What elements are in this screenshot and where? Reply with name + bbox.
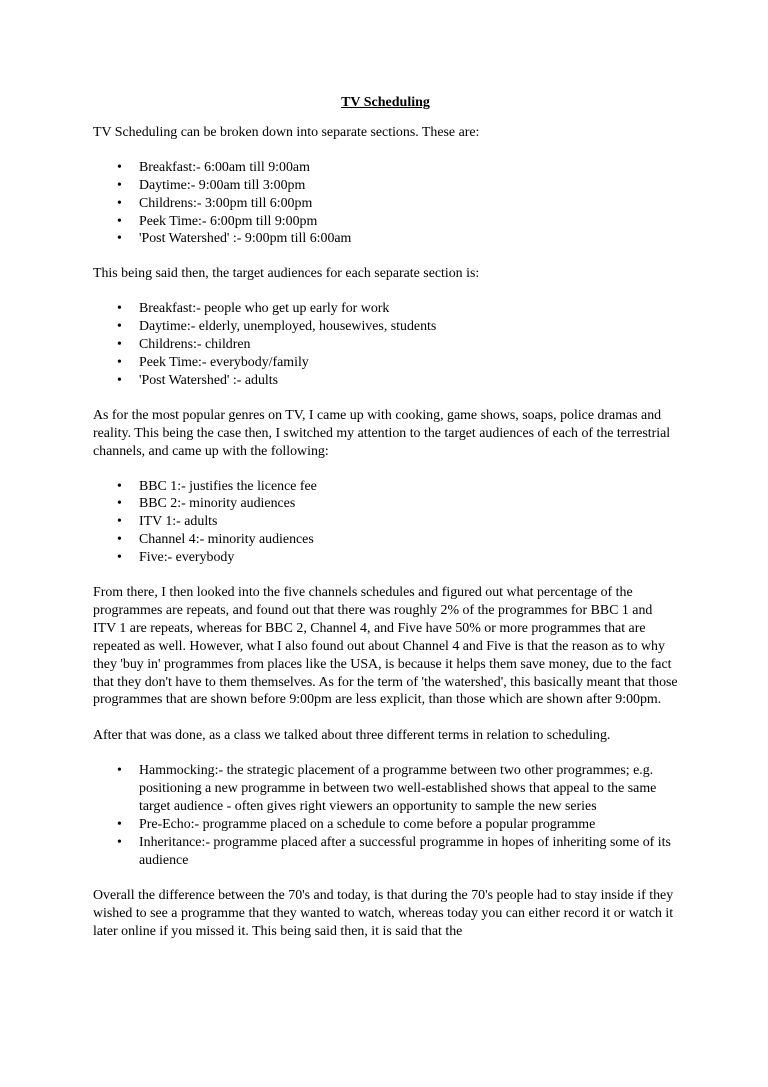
bullet-icon: • [117,195,122,211]
list-item [93,195,678,213]
list-item [93,372,678,390]
intro-paragraph: TV Scheduling can be broken down into separate sections. These are: [93,124,480,140]
audiences-list [93,300,678,390]
bullet-icon: • [117,231,122,247]
bullet-icon: • [117,354,122,370]
list-item-text: Inheritance:- programme placed after a successful programme in hopes of inheriting some of its audience [139,834,671,868]
bullet-icon: • [117,817,122,832]
terms-list [93,762,678,869]
list-item-text: 'Post Watershed' :- adults [139,372,279,388]
list-item [93,354,678,372]
bullet-icon: • [117,532,122,548]
list-item-text: Five:- everybody [139,550,235,566]
bullet-icon: • [117,763,122,779]
list-item-text: Breakfast:- 6:00am till 9:00am [139,159,310,175]
list-item-text: Childrens:- 3:00pm till 6:00pm [139,195,313,211]
list-item [93,478,678,496]
list-item-text: Daytime:- elderly, unemployed, housewives, students [139,319,437,335]
list-item-text: Childrens:- children [139,337,251,353]
bullet-icon: • [117,496,122,512]
list-item [93,816,678,834]
bullet-icon: • [117,834,122,850]
list-item [93,834,678,870]
list-item-text: BBC 2:- minority audiences [139,496,296,512]
list-item [93,318,678,336]
list-item-text: 'Post Watershed' :- 9:00pm till 6:00am [139,231,352,247]
list-item-text: Peek Time:- everybody/family [139,354,309,370]
bullet-icon: • [117,319,122,335]
list-item [93,230,678,248]
bullet-icon: • [117,337,122,353]
list-item [93,177,678,195]
bullet-icon: • [117,372,122,388]
list-item-text: Hammocking:- the strategic placement of a programme between two other programmes; e.g. positioning a new programme in between two well-established shows that appeal to the same target audience - often gives right viewers an opportunity to sample the new series [139,763,657,815]
bullet-icon: • [117,301,122,317]
repeats-paragraph: From there, I then looked into the five channels schedules and figured out what percentage of the programmes are repeats, and found out that there was roughly 2% of the programmes for BBC 1 and ITV 1 are repeats, whereas for BBC 2, Channel 4, and Five have 50% or more programmes that are repeated as well. However, what I also found out about Channel 4 and Five is that the reason as to why they 'buy in' programmes from places like the USA, is because it helps them save money, due to the fact that they don't have to them themselves. As for the term of 'the watershed', this basically meant that those programmes that are shown before 9:00pm are less explicit, than those which are shown after 9:00pm. [93,585,678,708]
bullet-icon: • [117,177,122,193]
list-item [93,549,678,567]
list-item [93,159,678,177]
list-item-text: Channel 4:- minority audiences [139,532,314,548]
audiences-intro-paragraph: This being said then, the target audiences for each separate section is: [93,266,480,282]
list-item-text: Pre-Echo:- programme placed on a schedule to come before a popular programme [139,817,596,832]
sections-list [93,159,678,249]
channels-list [93,478,678,568]
terms-intro-paragraph: After that was done, as a class we talked about three different terms in relation to scheduling. [93,728,611,744]
document-title: TV Scheduling [341,95,430,110]
list-item [93,300,678,318]
list-item-text: Daytime:- 9:00am till 3:00pm [139,177,306,193]
closing-paragraph: Overall the difference between the 70's and today, is that during the 70's people had to stay inside if they wished to see a programme that they wanted to watch, whereas today you can either record it or watch it later online if you missed it. This being said then, it is said that the [93,887,674,939]
genres-paragraph: As for the most popular genres on TV, I came up with cooking, game shows, soaps, police dramas and reality. This being the case then, I switched my attention to the target audiences of each of the terrestrial channels, and came up with the following: [93,407,671,459]
list-item-text: BBC 1:- justifies the licence fee [139,478,317,494]
bullet-icon: • [117,514,122,530]
bullet-icon: • [117,550,122,566]
bullet-icon: • [117,478,122,494]
list-item-text: ITV 1:- adults [139,514,218,530]
list-item [93,336,678,354]
list-item-text: Peek Time:- 6:00pm till 9:00pm [139,213,318,229]
list-item [93,213,678,231]
bullet-icon: • [117,159,122,175]
list-item [93,762,678,816]
list-item [93,495,678,513]
bullet-icon: • [117,213,122,229]
list-item-text: Breakfast:- people who get up early for work [139,301,390,317]
list-item [93,513,678,531]
list-item [93,531,678,549]
